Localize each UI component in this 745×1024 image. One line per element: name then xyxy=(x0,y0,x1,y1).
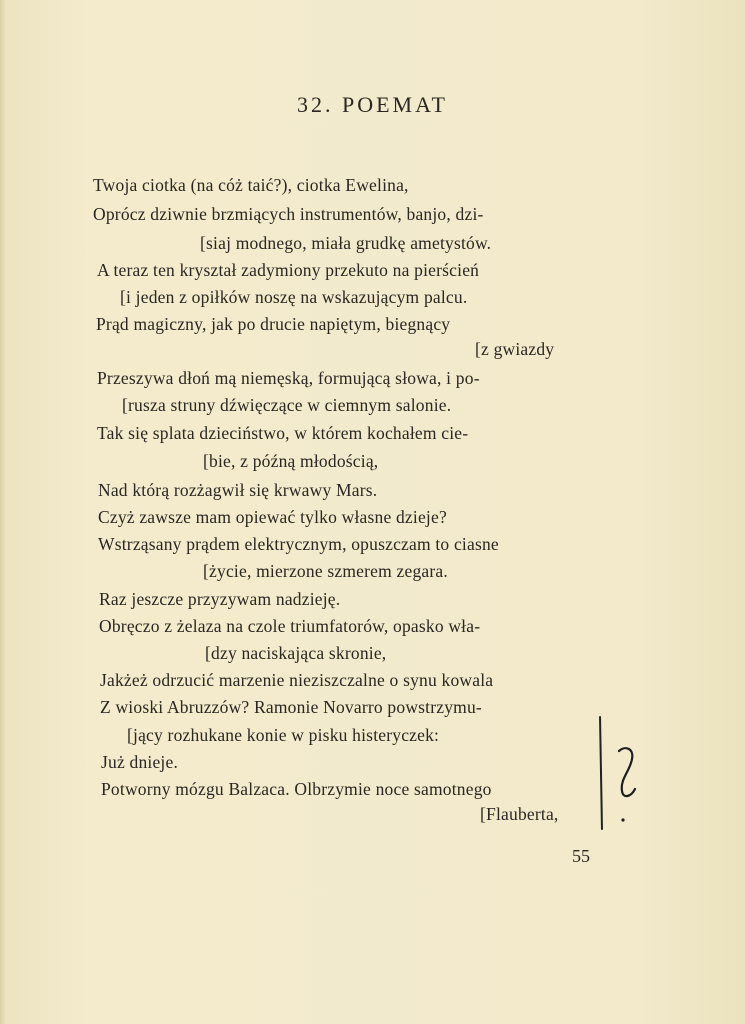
poem-line: Obręczo z żelaza na czole triumfatorów, opasko wła- xyxy=(99,616,481,636)
poem-line: Prąd magiczny, jak po drucie napiętym, biegnący xyxy=(96,314,451,334)
poem-line: Z wioski Abruzzów? Ramonie Novarro powstrzymu- xyxy=(100,697,482,717)
poem-line: [dzy naciskająca skronie, xyxy=(205,643,387,663)
poem-line: Tak się splata dzieciństwo, w którem kochałem cie- xyxy=(97,423,469,443)
poem-line: [i jeden z opiłków noszę na wskazującym palcu. xyxy=(120,287,468,307)
poem-line: A teraz ten kryształ zadymiony przekuto na pierścień xyxy=(97,260,480,280)
poem-line: Jakżeż odrzucić marzenie nieziszczalne o synu kowala xyxy=(100,670,494,690)
poem-line: [Flauberta, xyxy=(480,804,559,824)
poem-line: [bie, z późną młodością, xyxy=(203,451,379,471)
poem-line: Twoja ciotka (na cóż taić?), ciotka Ewelina, xyxy=(93,175,409,195)
poem-line: [jący rozhukane konie w pisku histeryczek: xyxy=(127,725,440,745)
handwritten-margin-mark-icon xyxy=(610,745,640,835)
poem-line: Oprócz dziwnie brzmiących instrumentów, banjo, dzi- xyxy=(93,204,484,224)
poem-line: [z gwiazdy xyxy=(475,339,555,359)
poem-line: Czyż zawsze mam opiewać tylko własne dzieje? xyxy=(98,507,447,527)
poem-line: [rusza struny dźwięczące w ciemnym salonie. xyxy=(122,395,452,415)
poem-line: Raz jeszcze przyzywam nadzieję. xyxy=(99,589,341,609)
page-number: 55 xyxy=(572,846,590,866)
poem-line: Nad którą rozżagwił się krwawy Mars. xyxy=(98,480,378,500)
poem-line: Potworny mózgu Balzaca. Olbrzymie noce samotnego xyxy=(101,779,492,799)
poem-line: [siaj modnego, miała grudkę ametystów. xyxy=(200,233,492,253)
poem-line: Już dnieje. xyxy=(101,752,179,772)
poem-line: Przeszywa dłoń mą niemęską, formującą słowa, i po- xyxy=(97,368,480,388)
poem-title: 32. POEMAT xyxy=(296,92,448,117)
poem-line: [życie, mierzone szmerem zegara. xyxy=(203,561,448,581)
poem-line: Wstrząsany prądem elektrycznym, opuszczam to ciasne xyxy=(98,534,499,554)
